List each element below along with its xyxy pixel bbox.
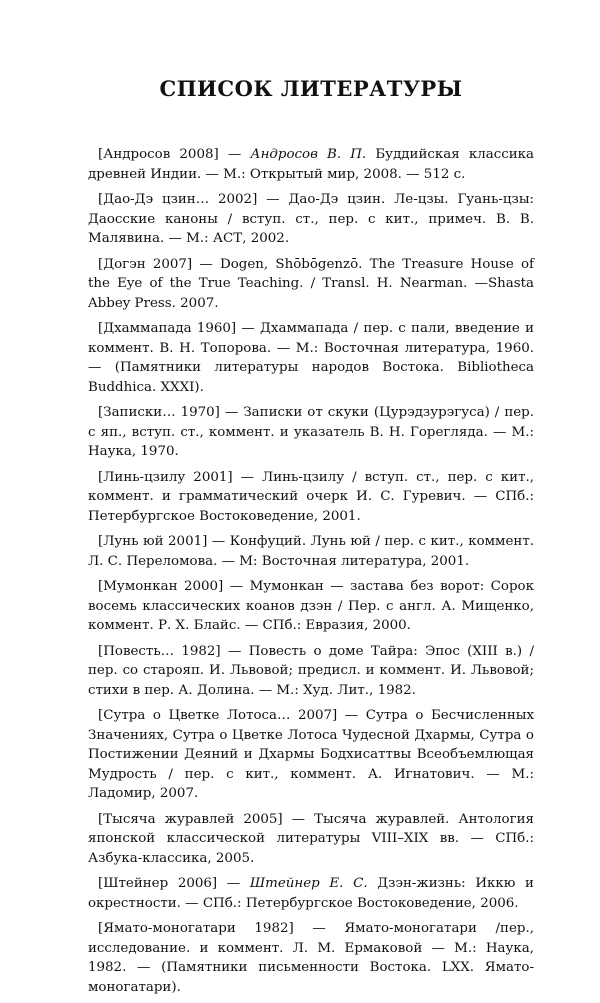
reference-text: Сутра о Бесчисленных Значениях, Сутра о Цветке Лотоса Чудесной Дхармы, Сутра о Постижении Деяний и Дхармы Бодхисаттвы Всеобъемлющая Мудрость / пер. с кит., коммент. А. Игнатович. — М.: Ладомир, 2007. bbox=[88, 708, 534, 801]
reference-entry bbox=[88, 145, 534, 184]
reference-key: [Повесть… 1982] — bbox=[98, 643, 242, 659]
page-title: СПИСОК ЛИТЕРАТУРЫ bbox=[159, 76, 463, 101]
reference-key: [Догэн 2007] — bbox=[98, 256, 213, 272]
reference-entry bbox=[88, 919, 534, 997]
reference-entry bbox=[88, 319, 534, 397]
reference-key: [Дхаммапада 1960] — bbox=[98, 321, 255, 336]
reference-entry bbox=[88, 706, 534, 804]
reference-text: Дхаммапада / пер. с пали, введение и коммент. В. Н. Топорова. — М.: Восточная литература, 1960. — (Памятники литературы народов Востока. Bibliotheca Buddhica. XXXI). bbox=[88, 321, 534, 395]
reference-text: Тысяча журавлей. Антология японской классической литературы VIII–XIX вв. — СПб.: Азбука-классика, 2005. bbox=[88, 811, 534, 866]
reference-key: [Штейнер 2006] — bbox=[98, 876, 241, 891]
reference-key: [Мумонкан 2000] — bbox=[98, 579, 244, 594]
book-page bbox=[88, 0, 535, 995]
reference-key: [Сутра о Цветке Лотоса… 2007] — bbox=[98, 708, 359, 723]
reference-key: [Ямато-моногатари 1982] — bbox=[98, 921, 326, 936]
reference-entry bbox=[88, 642, 534, 701]
reference-text: Дао-Дэ цзин. Ле-цзы. Гуань-цзы: Даосские каноны / вступ. ст., пер. с кит., примеч. В. В. Малявина. — М.: АСТ, 2002. bbox=[88, 192, 534, 246]
reference-key: [Лунь юй 2001] — bbox=[98, 534, 226, 549]
reference-text: Ямато-моногатари /пер., исследование. и коммент. Л. М. Ермаковой — М.: Наука, 1982. — (Памятники письменности Востока. LXX. Ямато-моногатари). bbox=[88, 921, 534, 995]
reference-key: [Андросов 2008] — bbox=[98, 147, 242, 162]
reference-entry bbox=[88, 810, 534, 869]
reference-entry bbox=[88, 532, 534, 571]
reference-author: Андросов В. П. bbox=[250, 147, 367, 162]
reference-list bbox=[88, 145, 534, 1003]
reference-author: Штейнер Е. С. bbox=[249, 876, 368, 891]
reference-text: Буддийская классика древней Индии. — М.: Открытый мир, 2008. — 512 с. bbox=[88, 147, 534, 182]
reference-text: Записки от скуки (Цурэдзурэгуса) / пер. с яп., вступ. ст., коммент. и указатель В. Н. Горегляда. — М.: Наука, 1970. bbox=[88, 405, 535, 459]
reference-text: Dogen, Shōbōgenzō. The Treasure House of the Eye of the True Teaching. / Transl. H. Nearman. —Shasta Abbey Press. 2007. bbox=[88, 256, 534, 311]
reference-text: Повесть о доме Тайра: Эпос (XIII в.) / пер. со старояп. И. Львовой; предисл. и коммент. И. Львовой; стихи в пер. А. Долина. — М.: Худ. Лит., 1982. bbox=[88, 643, 534, 698]
reference-key: [Линь-цзилу 2001] — bbox=[98, 469, 255, 485]
reference-entry bbox=[88, 874, 534, 913]
reference-key: [Дао-Дэ цзин… 2002] — bbox=[98, 192, 280, 207]
reference-text: Дзэн-жизнь: Иккю и окрестности. — СПб.: Петербургское Востоковедение, 2006. bbox=[88, 876, 534, 911]
reference-key: [Тысяча журавлей 2005] — bbox=[98, 811, 306, 827]
reference-entry bbox=[88, 190, 534, 249]
reference-text: Мумонкан — застава без ворот: Сорок восемь классических коанов дзэн / Пер. с англ. А. Мищенко, коммент. Р. Х. Блайс. — СПб.: Евразия, 2000. bbox=[88, 579, 534, 633]
reference-entry bbox=[88, 255, 534, 314]
reference-key: [Записки… 1970] — bbox=[98, 405, 239, 420]
reference-entry bbox=[88, 403, 534, 462]
reference-entry bbox=[88, 577, 534, 636]
reference-text: Конфуций. Лунь юй / пер. с кит., коммент. Л. С. Переломова. — М: Восточная литература, 2001. bbox=[88, 534, 534, 569]
reference-entry bbox=[88, 468, 534, 527]
reference-text: Линь-цзилу / вступ. ст., пер. с кит., коммент. и грамматический очерк И. С. Гуревич. — СПб.: Петербургское Востоковедение, 2001. bbox=[88, 469, 534, 524]
